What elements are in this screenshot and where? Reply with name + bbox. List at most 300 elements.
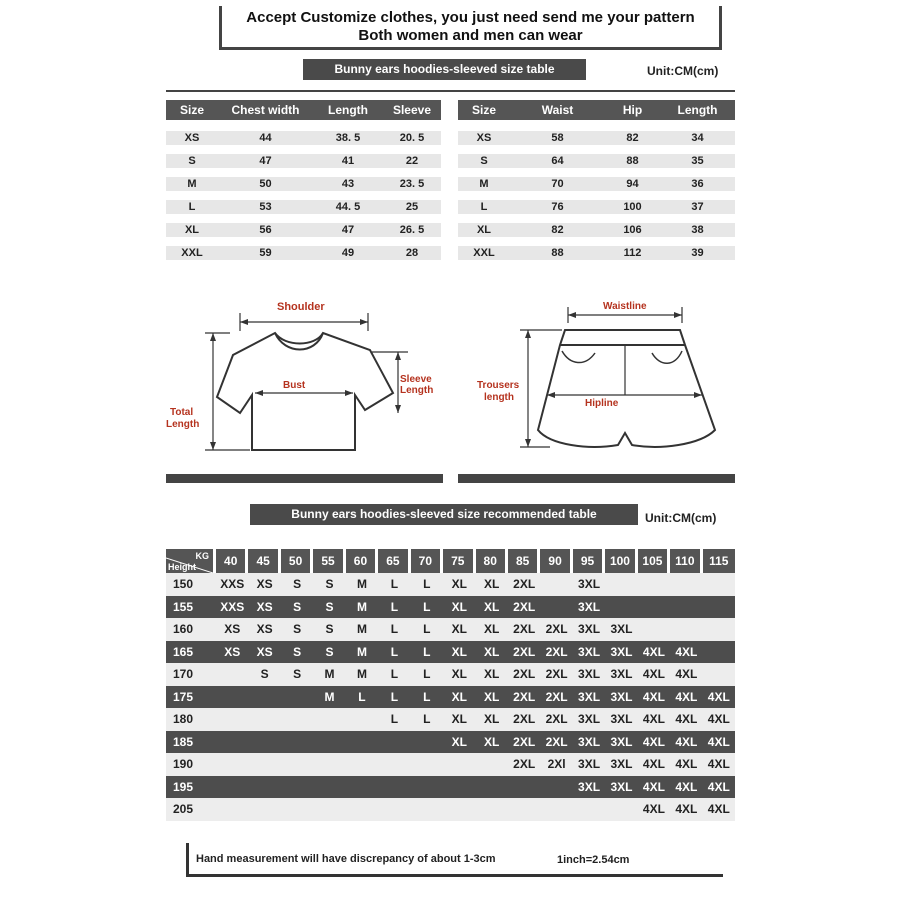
recommend-size-cell xyxy=(378,753,410,776)
recommend-size-cell: 4XL xyxy=(670,663,702,686)
recommend-size-cell xyxy=(670,618,702,641)
shorts-size-cell: 39 xyxy=(660,246,735,260)
recommend-size-cell xyxy=(411,731,443,754)
height-cell: 160 xyxy=(166,618,216,641)
recommend-size-cell: 3XL xyxy=(605,641,637,664)
recommend-size-cell xyxy=(670,596,702,619)
hoodie-size-cell: 49 xyxy=(313,246,383,260)
footer-conversion: 1inch=2.54cm xyxy=(557,854,630,866)
recommend-size-cell: S xyxy=(313,573,345,596)
recommend-size-cell: M xyxy=(346,618,378,641)
recommend-size-cell: 3XL xyxy=(573,641,605,664)
recommend-size-cell xyxy=(411,798,443,821)
recommend-size-cell: 3XL xyxy=(573,753,605,776)
recommend-size-cell: XL xyxy=(476,731,508,754)
divider-top xyxy=(166,90,735,92)
shorts-size-row xyxy=(458,223,735,237)
height-cell: 190 xyxy=(166,753,216,776)
weight-header: 60 xyxy=(346,549,378,573)
weight-header: 50 xyxy=(281,549,313,573)
recommend-size-cell: XS xyxy=(248,641,280,664)
recommend-size-cell: M xyxy=(346,573,378,596)
recommend-size-cell xyxy=(281,686,313,709)
hoodie-size-row xyxy=(166,223,441,237)
shorts-size-cell: 35 xyxy=(660,154,735,168)
hoodie-size-cell: XL xyxy=(166,223,218,237)
recommend-size-cell: 3XL xyxy=(573,618,605,641)
recommend-size-cell xyxy=(346,753,378,776)
recommend-size-cell xyxy=(638,618,670,641)
shoulder-label: Shoulder xyxy=(277,301,325,313)
bust-label: Bust xyxy=(283,380,306,391)
recommend-size-cell xyxy=(605,798,637,821)
recommend-size-cell: XS xyxy=(216,641,248,664)
recommend-size-cell: 4XL xyxy=(670,731,702,754)
recommend-size-cell: XL xyxy=(443,596,475,619)
recommend-size-cell: S xyxy=(281,618,313,641)
corner-cell xyxy=(166,549,216,573)
recommend-row xyxy=(166,618,735,641)
shorts-size-cell: 94 xyxy=(605,177,660,191)
shorts-size-cell: M xyxy=(458,177,510,191)
recommend-size-cell: XL xyxy=(443,618,475,641)
row-spacer xyxy=(458,120,735,131)
corner-height-label: Height xyxy=(168,562,196,572)
recommend-size-cell: 4XL xyxy=(638,663,670,686)
recommend-size-cell: 3XL xyxy=(605,618,637,641)
size-table-unit: Unit:CM(cm) xyxy=(647,64,719,78)
recommend-size-cell: XL xyxy=(476,618,508,641)
hoodie-size-cell: 53 xyxy=(218,200,313,214)
weight-header: 55 xyxy=(313,549,345,573)
hoodie-size-cell: S xyxy=(166,154,218,168)
total-length-label-line1: Total xyxy=(170,407,194,418)
shorts-size-cell: 82 xyxy=(605,131,660,145)
shorts-size-row xyxy=(458,154,735,168)
shorts-size-cell: 88 xyxy=(605,154,660,168)
shorts-size-cell: 106 xyxy=(605,223,660,237)
recommend-size-cell: 3XL xyxy=(573,573,605,596)
shorts-size-row xyxy=(458,177,735,191)
recommend-size-cell: L xyxy=(346,686,378,709)
recommend-size-cell: S xyxy=(281,596,313,619)
recommend-size-cell xyxy=(476,776,508,799)
weight-header: 90 xyxy=(540,549,572,573)
recommend-size-cell xyxy=(313,798,345,821)
shorts-size-cell: 70 xyxy=(510,177,605,191)
shorts-size-cell: 82 xyxy=(510,223,605,237)
recommend-size-cell xyxy=(313,731,345,754)
weight-header: 45 xyxy=(248,549,280,573)
sleeve-label-line1: Sleeve xyxy=(400,374,432,385)
recommend-size-cell: XL xyxy=(476,573,508,596)
recommend-size-cell xyxy=(216,731,248,754)
recommend-size-cell: 2XL xyxy=(508,618,540,641)
recommend-size-cell xyxy=(508,798,540,821)
divider-right xyxy=(458,474,735,483)
size-recommend-table xyxy=(166,549,735,821)
recommend-size-cell xyxy=(248,686,280,709)
hoodie-size-cell: 56 xyxy=(218,223,313,237)
shorts-size-row xyxy=(458,200,735,214)
weight-header: 85 xyxy=(508,549,540,573)
shorts-size-cell: XL xyxy=(458,223,510,237)
waistline-label: Waistline xyxy=(603,301,647,312)
recommend-size-cell xyxy=(346,731,378,754)
recommend-size-cell xyxy=(476,753,508,776)
recommend-row xyxy=(166,573,735,596)
recommend-size-cell xyxy=(248,708,280,731)
recommend-size-cell xyxy=(216,753,248,776)
hoodie-size-row xyxy=(166,177,441,191)
sleeve-label-line2: Length xyxy=(400,385,434,396)
recommend-size-cell: 2XL xyxy=(508,573,540,596)
recommend-size-cell xyxy=(605,573,637,596)
recommend-size-cell: L xyxy=(378,596,410,619)
recommend-size-cell xyxy=(281,753,313,776)
recommend-size-cell: 4XL xyxy=(670,798,702,821)
recommend-size-cell: XL xyxy=(443,573,475,596)
recommend-row xyxy=(166,708,735,731)
recommend-size-cell: 2XL xyxy=(540,663,572,686)
weight-header: 70 xyxy=(411,549,443,573)
recommend-size-cell xyxy=(703,618,735,641)
recommend-size-cell: 3XL xyxy=(605,708,637,731)
hoodie-size-row xyxy=(166,131,441,145)
recommend-size-cell: S xyxy=(248,663,280,686)
shorts-header-3: Length xyxy=(660,100,735,120)
recommend-size-cell: 3XL xyxy=(573,708,605,731)
recommend-table-unit: Unit:CM(cm) xyxy=(645,511,717,525)
recommend-size-cell xyxy=(378,731,410,754)
recommend-size-cell xyxy=(248,798,280,821)
shorts-size-cell: 88 xyxy=(510,246,605,260)
recommend-size-cell: 4XL xyxy=(703,798,735,821)
recommend-size-cell: 3XL xyxy=(573,686,605,709)
recommend-size-cell: 4XL xyxy=(638,641,670,664)
hoodie-size-cell: M xyxy=(166,177,218,191)
recommend-row xyxy=(166,686,735,709)
recommend-size-cell: S xyxy=(313,641,345,664)
recommend-size-cell: 4XL xyxy=(638,686,670,709)
recommend-size-cell: XL xyxy=(443,731,475,754)
weight-header: 95 xyxy=(573,549,605,573)
weight-header: 100 xyxy=(605,549,637,573)
recommend-size-cell: XL xyxy=(476,596,508,619)
shorts-size-cell: XXL xyxy=(458,246,510,260)
recommend-size-cell xyxy=(540,798,572,821)
row-spacer xyxy=(166,120,441,131)
recommend-size-cell: 2XL xyxy=(540,686,572,709)
shorts-size-header-row xyxy=(458,100,735,120)
recommend-size-cell: 4XL xyxy=(670,753,702,776)
height-cell: 170 xyxy=(166,663,216,686)
recommend-size-cell: L xyxy=(411,641,443,664)
recommend-size-cell: 2XL xyxy=(540,641,572,664)
hoodie-size-cell: XXL xyxy=(166,246,218,260)
hoodie-size-cell: 47 xyxy=(313,223,383,237)
row-spacer xyxy=(166,145,441,154)
hoodie-size-cell: 44. 5 xyxy=(313,200,383,214)
recommend-size-cell: XL xyxy=(443,663,475,686)
recommend-size-cell: 4XL xyxy=(670,686,702,709)
header-line-2: Both women and men can wear xyxy=(358,27,583,44)
shorts-size-cell: L xyxy=(458,200,510,214)
shorts-header-0: Size xyxy=(458,100,510,120)
hoodie-size-cell: 44 xyxy=(218,131,313,145)
weight-header: 105 xyxy=(638,549,670,573)
recommend-size-cell: XL xyxy=(443,641,475,664)
recommend-size-cell: M xyxy=(346,641,378,664)
recommend-size-cell: XXS xyxy=(216,573,248,596)
hoodie-size-cell: 20. 5 xyxy=(383,131,441,145)
recommend-size-cell: XL xyxy=(476,641,508,664)
recommend-row xyxy=(166,641,735,664)
recommend-size-cell: L xyxy=(378,663,410,686)
height-cell: 205 xyxy=(166,798,216,821)
height-cell: 180 xyxy=(166,708,216,731)
recommend-size-cell: 2XL xyxy=(540,618,572,641)
recommend-size-cell: 4XL xyxy=(670,708,702,731)
shorts-size-cell: 100 xyxy=(605,200,660,214)
recommend-size-cell xyxy=(411,753,443,776)
recommend-size-cell: L xyxy=(378,641,410,664)
recommend-size-cell: 2XL xyxy=(508,686,540,709)
recommend-size-cell: XS xyxy=(248,596,280,619)
recommend-size-cell: 4XL xyxy=(638,753,670,776)
hoodie-header-3: Sleeve xyxy=(383,100,441,120)
recommend-header-row xyxy=(166,549,735,573)
recommend-size-cell xyxy=(443,776,475,799)
recommend-size-cell xyxy=(346,798,378,821)
recommend-size-cell: S xyxy=(281,663,313,686)
corner-kg-label: KG xyxy=(195,551,209,561)
recommend-size-cell: 3XL xyxy=(605,686,637,709)
row-spacer xyxy=(166,237,441,246)
hipline-label: Hipline xyxy=(585,398,619,409)
recommend-size-cell xyxy=(540,776,572,799)
recommend-size-cell: 2XL xyxy=(508,731,540,754)
row-spacer xyxy=(458,168,735,177)
recommend-size-cell: 3XL xyxy=(573,596,605,619)
shorts-header-2: Hip xyxy=(605,100,660,120)
recommend-size-cell: L xyxy=(378,618,410,641)
recommend-size-cell: 4XL xyxy=(670,776,702,799)
recommend-size-cell: 4XL xyxy=(638,731,670,754)
recommend-row xyxy=(166,731,735,754)
recommend-size-cell: M xyxy=(313,663,345,686)
shorts-size-cell: 37 xyxy=(660,200,735,214)
height-cell: 195 xyxy=(166,776,216,799)
recommend-size-cell xyxy=(216,686,248,709)
recommend-size-cell: XS xyxy=(248,573,280,596)
recommend-size-cell: XL xyxy=(476,663,508,686)
hoodie-size-cell: 43 xyxy=(313,177,383,191)
recommend-size-cell xyxy=(281,731,313,754)
recommend-size-cell xyxy=(573,798,605,821)
hoodie-size-cell: 25 xyxy=(383,200,441,214)
hoodie-size-cell: 50 xyxy=(218,177,313,191)
height-cell: 175 xyxy=(166,686,216,709)
recommend-size-cell xyxy=(281,708,313,731)
recommend-size-cell: S xyxy=(281,573,313,596)
recommend-size-cell: 3XL xyxy=(605,663,637,686)
shorts-size-cell: 112 xyxy=(605,246,660,260)
recommend-size-cell: S xyxy=(313,618,345,641)
recommend-size-cell xyxy=(638,573,670,596)
weight-header: 80 xyxy=(476,549,508,573)
hoodie-size-header-row xyxy=(166,100,441,120)
recommend-row xyxy=(166,776,735,799)
weight-header: 115 xyxy=(703,549,735,573)
recommend-size-cell xyxy=(281,776,313,799)
recommend-size-cell: 3XL xyxy=(573,776,605,799)
hoodie-size-cell: L xyxy=(166,200,218,214)
recommend-size-cell: S xyxy=(313,596,345,619)
hoodie-size-row xyxy=(166,154,441,168)
recommend-size-cell xyxy=(703,596,735,619)
recommend-size-cell xyxy=(346,776,378,799)
recommend-size-cell xyxy=(216,663,248,686)
recommend-row xyxy=(166,663,735,686)
recommend-size-cell xyxy=(703,573,735,596)
recommend-size-cell: 2XL xyxy=(508,663,540,686)
recommend-size-cell xyxy=(346,708,378,731)
weight-header: 40 xyxy=(216,549,248,573)
hoodie-size-row xyxy=(166,246,441,260)
recommend-size-cell: 4XL xyxy=(638,776,670,799)
shorts-size-cell: XS xyxy=(458,131,510,145)
recommend-size-cell: 4XL xyxy=(703,753,735,776)
recommend-size-cell: S xyxy=(281,641,313,664)
hoodie-size-cell: 26. 5 xyxy=(383,223,441,237)
recommend-size-cell xyxy=(248,776,280,799)
recommend-size-cell xyxy=(508,776,540,799)
recommend-size-cell xyxy=(638,596,670,619)
recommend-size-cell: XS xyxy=(216,618,248,641)
recommend-row xyxy=(166,753,735,776)
shorts-size-cell: S xyxy=(458,154,510,168)
recommend-size-cell: 2XL xyxy=(508,596,540,619)
recommend-size-cell xyxy=(540,573,572,596)
row-spacer xyxy=(166,191,441,200)
recommend-size-cell: 2XL xyxy=(540,731,572,754)
recommend-size-cell: 3XL xyxy=(573,731,605,754)
hoodie-size-cell: 38. 5 xyxy=(313,131,383,145)
recommend-size-cell xyxy=(540,596,572,619)
recommend-size-cell xyxy=(378,776,410,799)
row-spacer xyxy=(166,168,441,177)
divider-left xyxy=(166,474,443,483)
shirt-collar xyxy=(275,333,323,350)
recommend-size-cell: M xyxy=(346,663,378,686)
recommend-size-cell xyxy=(216,798,248,821)
row-spacer xyxy=(458,214,735,223)
recommend-size-cell: 4XL xyxy=(703,776,735,799)
shorts-size-cell: 36 xyxy=(660,177,735,191)
recommend-size-cell xyxy=(216,776,248,799)
header-box xyxy=(219,6,722,50)
shorts-size-cell: 34 xyxy=(660,131,735,145)
recommend-size-cell: 2XL xyxy=(508,641,540,664)
recommend-size-cell: 4XL xyxy=(703,686,735,709)
hoodie-size-cell: 23. 5 xyxy=(383,177,441,191)
recommend-size-cell xyxy=(605,596,637,619)
recommend-size-cell: XS xyxy=(248,618,280,641)
footer-note: Hand measurement will have discrepancy of about 1-3cm xyxy=(196,853,496,865)
hoodie-size-table xyxy=(166,100,441,260)
row-spacer xyxy=(458,191,735,200)
trousers-length-label-line2: length xyxy=(484,392,514,403)
recommend-size-cell: 4XL xyxy=(703,708,735,731)
recommend-size-cell: L xyxy=(378,686,410,709)
recommend-size-cell xyxy=(281,798,313,821)
hoodie-header-0: Size xyxy=(166,100,218,120)
row-spacer xyxy=(458,237,735,246)
header-line-1: Accept Customize clothes, you just need send me your pattern xyxy=(246,9,695,26)
shorts-outline xyxy=(538,330,715,447)
hoodie-size-cell: 22 xyxy=(383,154,441,168)
recommend-table-title: Bunny ears hoodies-sleeved size recommended table xyxy=(250,504,638,525)
recommend-size-cell: L xyxy=(411,708,443,731)
recommend-size-cell xyxy=(703,663,735,686)
recommend-size-cell xyxy=(216,708,248,731)
total-length-label-line2: Length xyxy=(166,419,200,430)
recommend-size-cell: L xyxy=(411,686,443,709)
shorts-size-cell: 76 xyxy=(510,200,605,214)
trousers-length-label-line1: Trousers xyxy=(477,380,520,391)
recommend-size-cell: 4XL xyxy=(638,708,670,731)
recommend-size-cell xyxy=(313,708,345,731)
height-cell: 185 xyxy=(166,731,216,754)
recommend-size-cell: 2XL xyxy=(508,753,540,776)
recommend-size-cell: M xyxy=(313,686,345,709)
recommend-size-cell xyxy=(313,753,345,776)
recommend-size-cell: XL xyxy=(476,686,508,709)
recommend-size-cell: 2XL xyxy=(508,708,540,731)
shorts-size-row xyxy=(458,131,735,145)
weight-header: 65 xyxy=(378,549,410,573)
recommend-size-cell xyxy=(703,641,735,664)
row-spacer xyxy=(458,145,735,154)
recommend-size-cell: 4XL xyxy=(638,798,670,821)
recommend-size-cell: 4XL xyxy=(670,641,702,664)
recommend-size-cell xyxy=(443,753,475,776)
shorts-size-cell: 64 xyxy=(510,154,605,168)
recommend-size-cell: L xyxy=(378,708,410,731)
recommend-size-cell: 3XL xyxy=(605,753,637,776)
height-cell: 155 xyxy=(166,596,216,619)
recommend-size-cell xyxy=(670,573,702,596)
shorts-size-cell: 38 xyxy=(660,223,735,237)
recommend-size-cell xyxy=(443,798,475,821)
recommend-size-cell: L xyxy=(411,618,443,641)
hoodie-size-cell: 47 xyxy=(218,154,313,168)
recommend-row xyxy=(166,596,735,619)
hoodie-size-cell: 41 xyxy=(313,154,383,168)
hoodie-size-cell: 28 xyxy=(383,246,441,260)
recommend-size-cell: XL xyxy=(443,708,475,731)
recommend-size-cell: L xyxy=(411,663,443,686)
recommend-size-cell: XL xyxy=(443,686,475,709)
recommend-size-cell: L xyxy=(411,573,443,596)
recommend-size-cell: 3XL xyxy=(573,663,605,686)
recommend-row xyxy=(166,798,735,821)
shorts-header-1: Waist xyxy=(510,100,605,120)
height-cell: 165 xyxy=(166,641,216,664)
height-cell: 150 xyxy=(166,573,216,596)
size-table-title: Bunny ears hoodies-sleeved size table xyxy=(303,59,586,80)
